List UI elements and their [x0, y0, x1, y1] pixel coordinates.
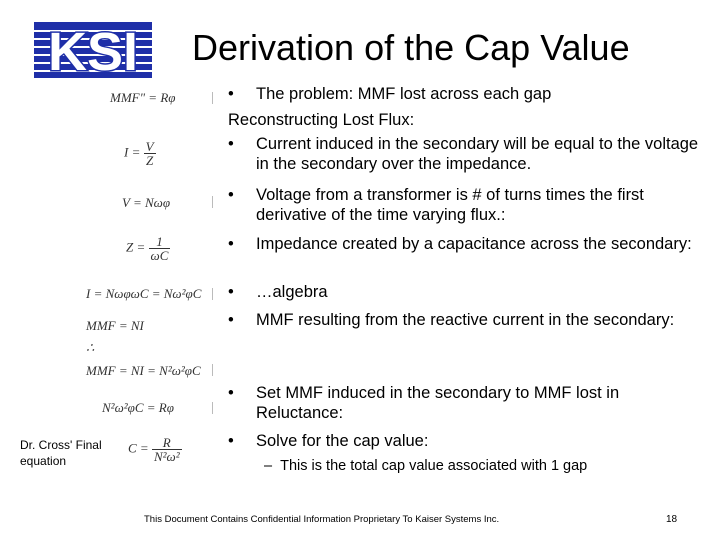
- equation-mmf-result: MMF = NI = N²ω²φC: [86, 363, 201, 378]
- equation-mmf-lost: MMF" = Rφ: [110, 90, 176, 105]
- equation-edge-mark: [212, 92, 216, 104]
- equation-current: I = $\frac{V}{Z}$: [124, 139, 154, 168]
- equation-edge-mark: [212, 288, 216, 300]
- bullet-current-induced: • Current induced in the secondary will be equal to the voltage in the secondary over the impedance.: [228, 135, 699, 173]
- bullet-set-mmf: • Set MMF induced in the secondary to MMF lost in Reluctance:: [228, 384, 620, 422]
- equation-impedance: Z = $\frac{1}{\omega C}$: [126, 234, 169, 263]
- equation-edge-mark: [212, 402, 216, 414]
- equation-edge-mark: [212, 196, 216, 208]
- bullet-impedance: • Impedance created by a capacitance across the secondary:: [228, 235, 692, 253]
- equation-therefore: ∴: [86, 340, 95, 355]
- dr-cross-note: Dr. Cross' Final equation: [20, 438, 102, 468]
- ksi-logo: [34, 22, 152, 78]
- bullet-mmf-reactive: • MMF resulting from the reactive current in the secondary:: [228, 311, 675, 329]
- bullet-algebra: • …algebra: [228, 283, 328, 301]
- page-number: 18: [666, 514, 678, 525]
- equation-cap-value: C = $\frac{R}{\text{N²ω²}}$: [128, 435, 180, 464]
- equation-voltage: V = Nωφ: [122, 195, 171, 210]
- equation-set-equal: N²ω²φC = Rφ: [102, 400, 174, 415]
- bullet-solve-cap: • Solve for the cap value:: [228, 432, 429, 450]
- page-title: Derivation of the Cap Value: [192, 27, 630, 68]
- reconstructing-heading: Reconstructing Lost Flux:: [228, 111, 415, 129]
- equation-mmf-ni: MMF = NI: [86, 318, 144, 333]
- equation-current-expanded: I = NωφωC = Nω²φC: [86, 286, 202, 301]
- confidential-footer: This Document Contains Confidential Information Proprietary To Kaiser Systems Inc.: [144, 514, 500, 525]
- logo-text: KSI: [47, 22, 139, 78]
- equation-edge-mark: [212, 364, 216, 376]
- bullet-problem: • The problem: MMF lost across each gap: [228, 85, 552, 103]
- sub-bullet-total-cap: – This is the total cap value associated with 1 gap: [264, 458, 588, 474]
- bullet-voltage: • Voltage from a transformer is # of turns times the first derivative of the time varying flux.:: [228, 186, 644, 224]
